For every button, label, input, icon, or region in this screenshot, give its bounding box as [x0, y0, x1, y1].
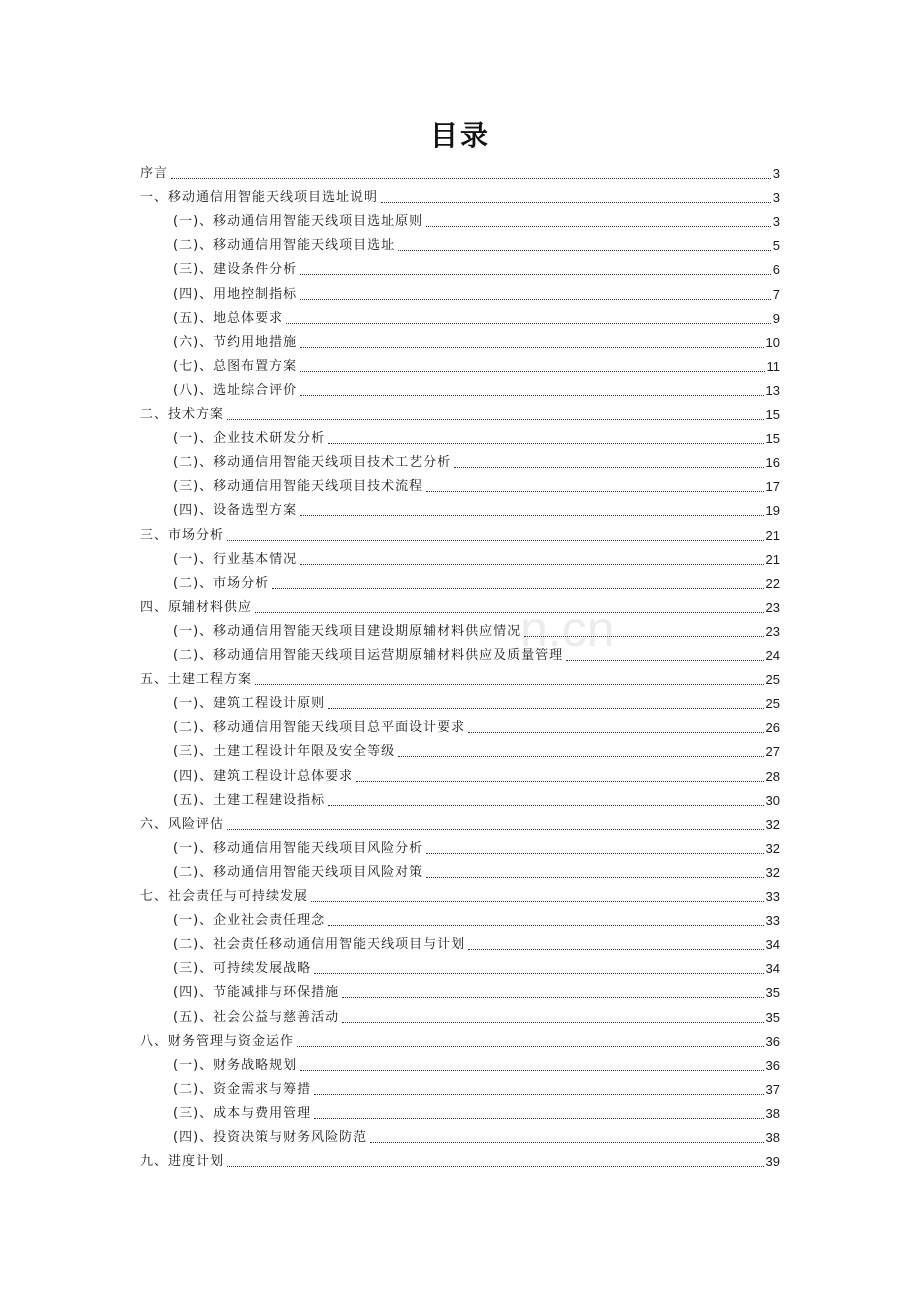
toc-entry[interactable] — [173, 572, 780, 594]
toc-entry-text: (七)、总图布置方案 — [173, 358, 298, 374]
toc-dot-leader — [328, 925, 763, 926]
toc-dot-leader — [227, 540, 764, 541]
toc-entry[interactable] — [173, 644, 780, 666]
toc-page-number: 16 — [765, 455, 780, 471]
toc-entry-text: 一、移动通信用智能天线项目选址说明 — [140, 190, 379, 206]
toc-dot-leader — [426, 491, 763, 492]
toc-entry-text: (一)、建筑工程设计原则 — [173, 696, 326, 712]
toc-dot-leader — [300, 395, 763, 396]
toc-entry-text: (四)、节能减排与环保措施 — [173, 985, 340, 1001]
toc-entry[interactable] — [173, 451, 780, 473]
toc-entry[interactable] — [173, 283, 780, 305]
toc-entry-text: 五、土建工程方案 — [140, 672, 253, 688]
toc-entry[interactable] — [173, 1102, 780, 1124]
toc-entry[interactable] — [140, 885, 780, 907]
toc-page-number: 15 — [765, 431, 780, 447]
toc-dot-leader — [342, 1022, 763, 1023]
toc-entry[interactable] — [173, 933, 780, 955]
toc-page-number: 7 — [772, 286, 780, 302]
toc-entry-text: 六、风险评估 — [140, 816, 225, 832]
toc-entry-text: (二)、移动通信用智能天线项目运营期原辅材料供应及质量管理 — [173, 648, 564, 663]
toc-entry-text: 七、社会责任与可持续发展 — [140, 889, 309, 904]
toc-entry[interactable] — [173, 379, 780, 401]
toc-entry-text: (四)、设备选型方案 — [173, 503, 298, 519]
toc-page-number: 34 — [765, 937, 780, 953]
toc-page-number: 28 — [765, 768, 780, 784]
toc-entry-text: (四)、建筑工程设计总体要求 — [173, 768, 354, 784]
toc-entry-text: (二)、移动通信用智能天线项目总平面设计要求 — [173, 720, 466, 736]
toc-page-number: 33 — [765, 913, 780, 929]
toc-page-number: 27 — [765, 744, 780, 760]
toc-page-number: 11 — [766, 358, 780, 374]
toc-entry[interactable] — [140, 524, 780, 546]
toc-entry-text: (一)、企业技术研发分析 — [173, 431, 326, 447]
toc-dot-leader — [311, 901, 764, 902]
toc-entry[interactable] — [173, 499, 780, 521]
toc-dot-leader — [328, 708, 763, 709]
toc-page-number: 30 — [765, 792, 780, 808]
toc-entry-text: (三)、建设条件分析 — [173, 262, 298, 278]
toc-entry-text: (一)、移动通信用智能天线项目建设期原辅材料供应情况 — [173, 623, 522, 639]
toc-entry[interactable] — [173, 1006, 780, 1028]
toc-page-number: 26 — [765, 720, 780, 736]
toc-entry[interactable] — [140, 162, 780, 184]
toc-dot-leader — [398, 756, 763, 757]
toc-dot-leader — [314, 1118, 763, 1119]
toc-entry-text: (三)、移动通信用智能天线项目技术流程 — [173, 479, 424, 495]
toc-entry[interactable] — [173, 1078, 780, 1100]
toc-entry[interactable] — [173, 765, 780, 787]
toc-entry[interactable] — [140, 668, 780, 690]
toc-page-number: 32 — [765, 840, 780, 856]
toc-dot-leader — [381, 202, 771, 203]
toc-entry[interactable] — [173, 331, 780, 353]
toc-entry[interactable] — [173, 957, 780, 979]
toc-dot-leader — [468, 732, 763, 733]
toc-entry-text: (一)、财务战略规划 — [173, 1057, 298, 1073]
toc-dot-leader — [286, 323, 771, 324]
toc-dot-leader — [398, 250, 771, 251]
toc-page-number: 25 — [765, 672, 780, 688]
toc-page-number: 25 — [765, 696, 780, 712]
toc-page-number: 24 — [765, 648, 780, 663]
toc-page-number: 33 — [765, 889, 780, 904]
toc-dot-leader — [300, 1070, 763, 1071]
toc-page-number: 32 — [765, 816, 780, 832]
toc-entry-text: (三)、成本与费用管理 — [173, 1105, 312, 1121]
toc-page-number: 3 — [772, 214, 780, 230]
toc-page-number: 39 — [765, 1154, 780, 1170]
toc-entry-text: (一)、移动通信用智能天线项目选址原则 — [173, 214, 424, 230]
toc-entry[interactable] — [173, 861, 780, 883]
toc-entry[interactable] — [173, 789, 780, 811]
toc-page-number: 19 — [765, 503, 780, 519]
toc-page-number: 32 — [765, 864, 780, 880]
toc-page-number: 36 — [765, 1057, 780, 1073]
toc-entry[interactable] — [140, 596, 780, 618]
toc-page-number: 3 — [772, 190, 780, 206]
toc-dot-leader — [300, 299, 771, 300]
toc-entry[interactable] — [173, 909, 780, 931]
toc-entry-text: (二)、市场分析 — [173, 575, 270, 591]
toc-page-number: 38 — [765, 1130, 780, 1145]
toc-page-number: 37 — [765, 1081, 780, 1097]
toc-entry-text: (二)、移动通信用智能天线项目风险对策 — [173, 864, 424, 880]
toc-entry-text: (四)、用地控制指标 — [173, 286, 298, 302]
toc-entry-text: (二)、资金需求与筹措 — [173, 1081, 312, 1097]
toc-dot-leader — [328, 443, 763, 444]
toc-entry[interactable] — [140, 1150, 780, 1172]
toc-dot-leader — [356, 781, 763, 782]
toc-entry-text: (二)、移动通信用智能天线项目选址 — [173, 238, 396, 254]
toc-entry[interactable] — [173, 620, 780, 642]
toc-entry[interactable] — [173, 427, 780, 449]
toc-dot-leader — [300, 371, 764, 372]
toc-entry-text: (二)、社会责任移动通信用智能天线项目与计划 — [173, 937, 466, 953]
toc-entry-text: (八)、选址综合评价 — [173, 382, 298, 398]
toc-entry-text: (二)、移动通信用智能天线项目技术工艺分析 — [173, 455, 452, 471]
toc-entry-text: (五)、土建工程建设指标 — [173, 792, 326, 808]
toc-dot-leader — [255, 612, 764, 613]
toc-dot-leader — [426, 853, 763, 854]
toc-dot-leader — [272, 588, 763, 589]
toc-page-number: 23 — [765, 599, 780, 615]
toc-page-number: 13 — [765, 382, 780, 398]
toc-entry-text: (三)、土建工程设计年限及安全等级 — [173, 744, 396, 760]
toc-page-number: 36 — [765, 1033, 780, 1049]
toc-dot-leader — [227, 1166, 764, 1167]
toc-page-number: 34 — [765, 961, 780, 977]
toc-entry[interactable] — [173, 307, 780, 329]
toc-entry[interactable] — [173, 355, 780, 377]
toc-entry-text: 序言 — [140, 166, 169, 181]
toc-entry[interactable] — [173, 1126, 780, 1148]
toc-dot-leader — [426, 226, 771, 227]
toc-entry-text: 八、财务管理与资金运作 — [140, 1033, 295, 1049]
toc-dot-leader — [300, 347, 763, 348]
toc-dot-leader — [426, 877, 763, 878]
toc-dot-leader — [524, 636, 763, 637]
toc-entry-text: (四)、投资决策与财务风险防范 — [173, 1130, 368, 1145]
toc-page-number: 17 — [765, 479, 780, 495]
toc-page-number: 5 — [772, 238, 780, 254]
toc-dot-leader — [370, 1142, 763, 1143]
toc-entry[interactable] — [140, 403, 780, 425]
toc-entry-text: (五)、社会公益与慈善活动 — [173, 1009, 340, 1025]
toc-entry[interactable] — [173, 692, 780, 714]
toc-dot-leader — [300, 274, 771, 275]
toc-page-number: 9 — [772, 310, 780, 326]
toc-entry-text: (一)、企业社会责任理念 — [173, 913, 326, 929]
toc-entry[interactable] — [173, 548, 780, 570]
toc-dot-leader — [314, 973, 763, 974]
toc-entry-text: (三)、可持续发展战略 — [173, 961, 312, 977]
toc-entry-text: (一)、移动通信用智能天线项目风险分析 — [173, 840, 424, 856]
toc-entry[interactable] — [140, 813, 780, 835]
toc-entry[interactable] — [140, 186, 780, 208]
toc-dot-leader — [328, 805, 763, 806]
toc-entry-text: (五)、地总体要求 — [173, 310, 284, 326]
toc-dot-leader — [171, 178, 771, 179]
toc-entry[interactable] — [173, 837, 780, 859]
toc-entry[interactable] — [140, 1030, 780, 1052]
toc-dot-leader — [297, 1046, 764, 1047]
toc-entry-text: (六)、节约用地措施 — [173, 334, 298, 350]
watermark: n.cn — [520, 601, 615, 657]
toc-entry[interactable] — [173, 210, 780, 232]
toc-entry[interactable] — [173, 981, 780, 1003]
toc-entry[interactable] — [173, 740, 780, 762]
toc-entry-text: 四、原辅材料供应 — [140, 599, 253, 615]
toc-entry[interactable] — [173, 234, 780, 256]
toc-page-number: 15 — [765, 407, 780, 422]
toc-dot-leader — [454, 467, 763, 468]
toc-dot-leader — [300, 564, 763, 565]
toc-dot-leader — [255, 684, 764, 685]
toc-entry[interactable] — [173, 258, 780, 280]
toc-dot-leader — [300, 515, 763, 516]
toc-title: 目录 — [429, 119, 490, 152]
toc-page-number: 22 — [765, 575, 780, 591]
toc-dot-leader — [227, 419, 764, 420]
toc-entry[interactable] — [173, 716, 780, 738]
toc-entry-text: 二、技术方案 — [140, 407, 225, 422]
toc-dot-leader — [468, 949, 763, 950]
toc-entry[interactable] — [173, 1054, 780, 1076]
toc-entry-text: 三、市场分析 — [140, 527, 225, 543]
toc-page-number: 6 — [772, 262, 780, 278]
toc-page-number: 3 — [772, 166, 780, 181]
toc-dot-leader — [314, 1094, 763, 1095]
toc-page-number: 23 — [765, 623, 780, 639]
toc-page-number: 35 — [765, 985, 780, 1001]
toc-dot-leader — [227, 829, 764, 830]
toc-page-number: 38 — [765, 1105, 780, 1121]
toc-page-number: 21 — [765, 551, 780, 567]
toc-entry[interactable] — [173, 475, 780, 497]
toc-page-number: 21 — [765, 527, 780, 543]
toc-entry-text: (一)、行业基本情况 — [173, 551, 298, 567]
toc-page-number: 10 — [765, 334, 780, 350]
toc-page-number: 35 — [765, 1009, 780, 1025]
toc-dot-leader — [566, 660, 763, 661]
toc-dot-leader — [342, 997, 763, 998]
toc-entry-text: 九、进度计划 — [140, 1154, 225, 1170]
